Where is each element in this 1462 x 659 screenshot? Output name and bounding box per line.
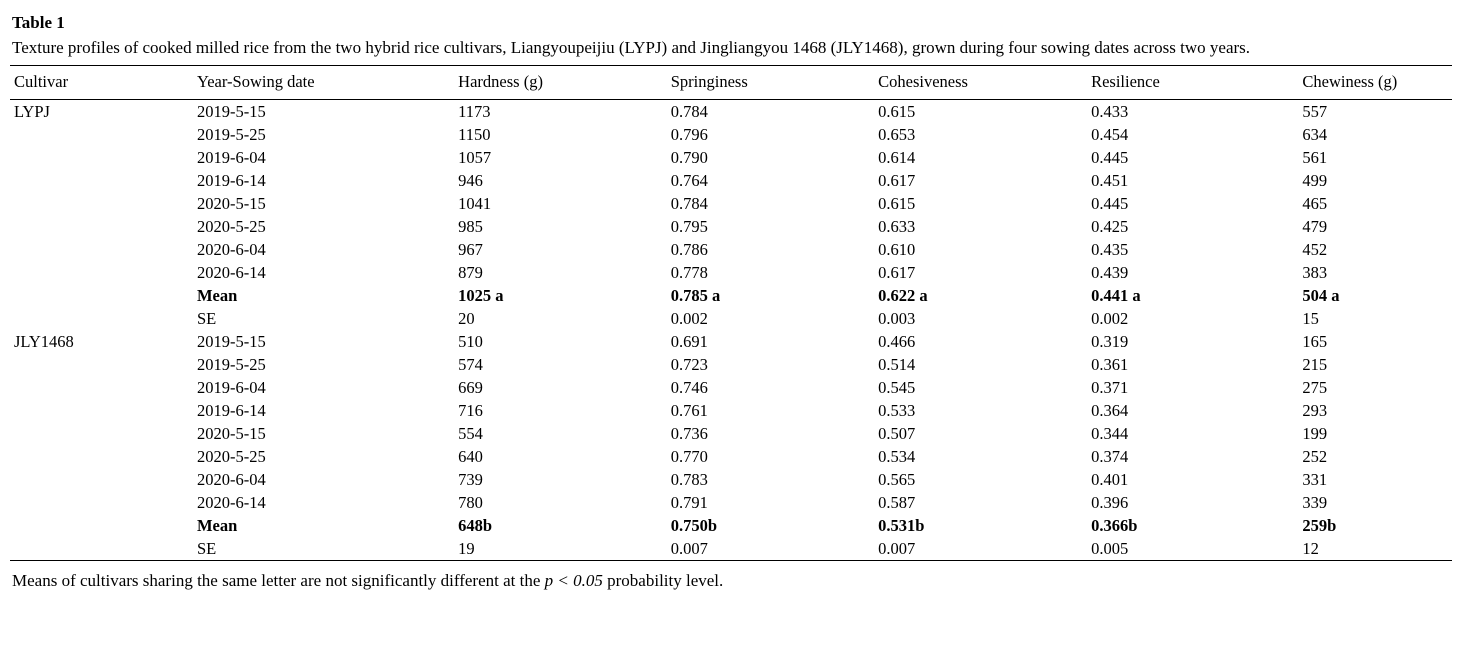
cell-cultivar [10, 422, 193, 445]
cell-chewiness: 504 a [1302, 285, 1340, 305]
cell-springiness: 0.764 [670, 170, 708, 190]
cell-cohesiveness: 0.507 [878, 423, 916, 443]
cell-springiness: 0.723 [670, 354, 708, 374]
cell-date: SE [196, 308, 217, 328]
cell-chewiness: 452 [1302, 239, 1328, 259]
cell-resilience: 0.371 [1091, 377, 1129, 397]
cell-date: 2020-6-04 [196, 469, 266, 489]
cell-cohesiveness: 0.531b [878, 515, 925, 535]
cell-resilience: 0.433 [1087, 100, 1298, 124]
cell-resilience: 0.445 [1091, 147, 1129, 167]
cell-cohesiveness: 0.617 [878, 262, 916, 282]
cell-cohesiveness: 0.003 [878, 308, 916, 328]
cell-date: 2020-6-14 [196, 492, 266, 512]
cell-hardness: 879 [458, 262, 483, 282]
cell-chewiness: 499 [1302, 170, 1328, 190]
cell-cohesiveness: 0.533 [878, 400, 916, 420]
cell-chewiness: 165 [1302, 331, 1328, 351]
table-header-row [10, 66, 1452, 100]
cell-hardness: 510 [458, 331, 483, 351]
cell-hardness: 574 [458, 354, 483, 374]
cell-hardness: 554 [458, 423, 483, 443]
table-footnote [10, 563, 1452, 592]
cell-springiness: 0.790 [670, 147, 708, 167]
cell-date: 2020-5-15 [196, 423, 266, 443]
cell-cultivar [10, 399, 193, 422]
cell-cohesiveness: 0.615 [874, 100, 1087, 124]
cell-cohesiveness: 0.007 [878, 538, 916, 558]
cell-springiness: 0.761 [670, 400, 708, 420]
cell-hardness: 640 [458, 446, 483, 466]
cell-cultivar [10, 146, 193, 169]
cell-cultivar [10, 215, 193, 238]
cell-cohesiveness: 0.622 a [878, 285, 928, 305]
cell-resilience: 0.441 a [1091, 285, 1141, 305]
cell-cohesiveness: 0.565 [878, 469, 916, 489]
cell-cultivar [10, 353, 193, 376]
cell-springiness: 0.784 [667, 100, 874, 124]
cell-resilience: 0.451 [1091, 170, 1129, 190]
cell-date: 2019-6-04 [196, 147, 266, 167]
cell-hardness: 669 [458, 377, 483, 397]
table-row [10, 445, 1452, 468]
table-head [10, 66, 1452, 100]
column-header-cultivar: Cultivar [10, 66, 193, 100]
table-row [10, 238, 1452, 261]
cell-springiness: 0.784 [670, 193, 708, 213]
cell-cultivar [10, 123, 193, 146]
cell-cultivar [10, 468, 193, 491]
table-caption: Texture profiles of cooked milled rice from the two hybrid rice cultivars, Liangyoupeijiu (LYPJ) and Jingliangyou 1468 (JLY1468), grown during four sowing dates across two years. [12, 38, 1251, 57]
cell-springiness: 0.778 [670, 262, 708, 282]
table-row [10, 123, 1452, 146]
cell-cultivar [10, 261, 193, 284]
table-label: Table 1 [12, 13, 65, 32]
cell-hardness: 985 [458, 216, 483, 236]
cell-springiness: 0.002 [670, 308, 708, 328]
table-row [10, 376, 1452, 399]
cell-cultivar [10, 445, 193, 468]
footnote-p-value: p < 0.05 [544, 571, 603, 590]
cell-resilience: 0.454 [1091, 124, 1129, 144]
cell-date: 2019-5-15 [196, 331, 266, 351]
cell-hardness: 780 [458, 492, 483, 512]
cell-cohesiveness: 0.653 [878, 124, 916, 144]
cell-cultivar [10, 491, 193, 514]
cell-cohesiveness: 0.587 [878, 492, 916, 512]
cell-springiness: 0.746 [670, 377, 708, 397]
cell-resilience: 0.396 [1091, 492, 1129, 512]
cell-springiness: 0.786 [670, 239, 708, 259]
cell-hardness: 20 [458, 308, 475, 328]
column-header-cohesiveness: Cohesiveness [874, 66, 1087, 100]
cell-resilience: 0.002 [1091, 308, 1129, 328]
cell-cultivar [10, 284, 193, 307]
cell-cohesiveness: 0.545 [878, 377, 916, 397]
cell-hardness: 739 [458, 469, 483, 489]
cell-date: Mean [196, 515, 238, 535]
cell-date: 2019-6-14 [196, 170, 266, 190]
cell-resilience: 0.374 [1091, 446, 1129, 466]
cell-chewiness: 259b [1302, 515, 1337, 535]
cell-resilience: 0.401 [1091, 469, 1129, 489]
cell-chewiness: 383 [1302, 262, 1328, 282]
cell-hardness: 648b [458, 515, 493, 535]
cell-cultivar [10, 192, 193, 215]
cell-chewiness: 465 [1302, 193, 1328, 213]
cell-chewiness: 275 [1302, 377, 1328, 397]
cell-date: 2020-6-04 [196, 239, 266, 259]
cell-chewiness: 12 [1302, 538, 1319, 558]
cell-resilience: 0.319 [1091, 331, 1129, 351]
table-body [10, 100, 1452, 564]
cell-cultivar [10, 238, 193, 261]
cell-resilience: 0.366b [1091, 515, 1138, 535]
table-row [10, 468, 1452, 491]
table-row [10, 399, 1452, 422]
cell-cultivar [10, 537, 193, 561]
cell-hardness: 1173 [454, 100, 667, 124]
cell-cohesiveness: 0.614 [878, 147, 916, 167]
cell-cultivar [10, 514, 193, 537]
cell-springiness: 0.007 [670, 538, 708, 558]
cell-springiness: 0.791 [670, 492, 708, 512]
cell-chewiness: 199 [1302, 423, 1328, 443]
cell-chewiness: 557 [1298, 100, 1452, 124]
column-header-springiness: Springiness [667, 66, 874, 100]
footnote-text-end: probability level. [602, 571, 724, 590]
cell-resilience: 0.445 [1091, 193, 1129, 213]
cell-date: 2020-5-15 [196, 193, 266, 213]
cell-cohesiveness: 0.615 [878, 193, 916, 213]
cell-date: 2019-5-25 [196, 354, 266, 374]
table-row [10, 422, 1452, 445]
cell-chewiness: 339 [1302, 492, 1328, 512]
cell-hardness: 1041 [458, 193, 492, 213]
cell-date: 2020-5-25 [196, 216, 266, 236]
cell-date: 2019-6-04 [196, 377, 266, 397]
cell-resilience: 0.344 [1091, 423, 1129, 443]
cell-hardness: 716 [458, 400, 483, 420]
table-row [10, 537, 1452, 561]
cell-date: SE [196, 538, 217, 558]
cell-cultivar: JLY1468 [14, 331, 74, 351]
cell-springiness: 0.750b [670, 515, 718, 535]
cell-cohesiveness: 0.514 [878, 354, 916, 374]
table-row [10, 330, 1452, 353]
table-row [10, 491, 1452, 514]
footnote-text-start: Means of cultivars sharing the same letter are not significantly different at the [12, 571, 545, 590]
cell-chewiness: 252 [1302, 446, 1328, 466]
cell-hardness: 946 [458, 170, 483, 190]
cell-cultivar [10, 376, 193, 399]
cell-springiness: 0.783 [670, 469, 708, 489]
cell-cohesiveness: 0.466 [878, 331, 916, 351]
cell-springiness: 0.795 [670, 216, 708, 236]
cell-resilience: 0.439 [1091, 262, 1129, 282]
cell-cohesiveness: 0.617 [878, 170, 916, 190]
table-row [10, 514, 1452, 537]
cell-hardness: 1057 [458, 147, 492, 167]
table-row [10, 192, 1452, 215]
cell-springiness: 0.770 [670, 446, 708, 466]
table-row [10, 100, 1452, 124]
column-header-hardness: Hardness (g) [454, 66, 667, 100]
cell-chewiness: 15 [1302, 308, 1319, 328]
cell-resilience: 0.361 [1091, 354, 1129, 374]
cell-cultivar [10, 307, 193, 330]
cell-cultivar [10, 169, 193, 192]
cell-date: 2019-5-15 [193, 100, 454, 124]
cell-cultivar: LYPJ [10, 100, 193, 124]
table-row [10, 146, 1452, 169]
texture-profile-table [10, 65, 1452, 563]
cell-hardness: 1025 a [458, 285, 504, 305]
cell-springiness: 0.736 [670, 423, 708, 443]
cell-cohesiveness: 0.610 [878, 239, 916, 259]
table-row [10, 215, 1452, 238]
cell-resilience: 0.435 [1091, 239, 1129, 259]
cell-springiness: 0.796 [670, 124, 708, 144]
table-row [10, 353, 1452, 376]
cell-chewiness: 479 [1302, 216, 1328, 236]
cell-date: Mean [196, 285, 238, 305]
cell-hardness: 19 [458, 538, 475, 558]
cell-date: 2019-5-25 [196, 124, 266, 144]
cell-chewiness: 331 [1302, 469, 1328, 489]
cell-hardness: 967 [458, 239, 483, 259]
cell-resilience: 0.425 [1091, 216, 1129, 236]
cell-resilience: 0.364 [1091, 400, 1129, 420]
cell-hardness: 1150 [458, 124, 491, 144]
table-row [10, 307, 1452, 330]
cell-chewiness: 561 [1302, 147, 1328, 167]
table-row [10, 284, 1452, 307]
cell-date: 2020-5-25 [196, 446, 266, 466]
cell-chewiness: 215 [1302, 354, 1328, 374]
cell-date: 2020-6-14 [196, 262, 266, 282]
column-header-year-sowing-date: Year-Sowing date [193, 66, 454, 100]
cell-resilience: 0.005 [1091, 538, 1129, 558]
column-header-chewiness: Chewiness (g) [1298, 66, 1452, 100]
column-header-resilience: Resilience [1087, 66, 1298, 100]
table-row [10, 261, 1452, 284]
cell-springiness: 0.785 a [670, 285, 721, 305]
cell-chewiness: 293 [1302, 400, 1328, 420]
cell-chewiness: 634 [1302, 124, 1328, 144]
cell-date: 2019-6-14 [196, 400, 266, 420]
table-row [10, 169, 1452, 192]
cell-cohesiveness: 0.534 [878, 446, 916, 466]
cell-springiness: 0.691 [670, 331, 708, 351]
cell-cohesiveness: 0.633 [878, 216, 916, 236]
